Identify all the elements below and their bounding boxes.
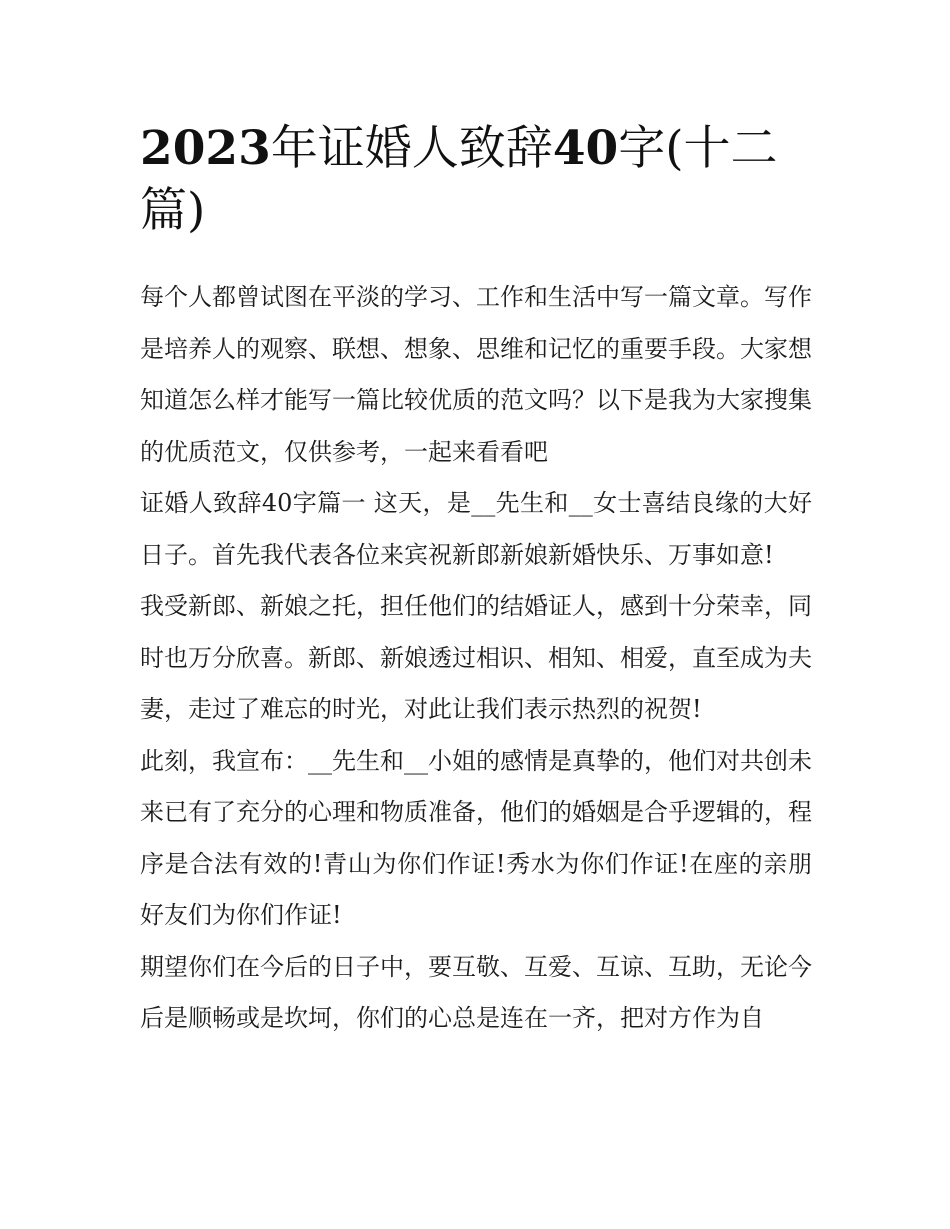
title-rest: 字(十二篇) bbox=[140, 121, 778, 238]
document-title bbox=[140, 118, 812, 242]
paragraph-speech-1: 证婚人致辞40字篇一 这天，是__先生和__女士喜结良缘的大好日子。首先我代表各位来宾祝新郎新娘新婚快乐、万事如意! bbox=[140, 489, 812, 569]
paragraph-intro: 每个人都曾试图在平淡的学习、工作和生活中写一篇文章。写作是培养人的观察、联想、想象、思维和记忆的重要手段。大家想知道怎么样才能写一篇比较优质的范文吗？以下是我为大家搜集的优质范文，仅供参考，一起来看看吧 bbox=[140, 283, 812, 466]
paragraph-speech-2: 我受新郎、新娘之托，担任他们的结婚证人，感到十分荣幸，同时也万分欣喜。新郎、新娘透过相识、相知、相爱，直至成为夫妻，走过了难忘的时光，对此让我们表示热烈的祝贺! bbox=[140, 592, 812, 723]
title-number: 40 bbox=[552, 121, 619, 176]
title-main: 年证婚人致辞 bbox=[270, 121, 553, 176]
document-content bbox=[140, 118, 812, 1045]
paragraph-speech-3: 此刻，我宣布：__先生和__小姐的感情是真挚的，他们对共创未来已有了充分的心理和物质准备，他们的婚姻是合乎逻辑的，程序是合法有效的!青山为你们作证!秀水为你们作证!在座的亲朋好友们为你们作证! bbox=[140, 746, 812, 929]
title-year: 2023 bbox=[140, 121, 271, 176]
document-body bbox=[140, 272, 812, 1045]
paragraph-speech-4: 期望你们在今后的日子中，要互敬、互爱、互谅、互助，无论今后是顺畅或是坎坷，你们的心总是连在一齐，把对方作为自 bbox=[140, 952, 812, 1032]
